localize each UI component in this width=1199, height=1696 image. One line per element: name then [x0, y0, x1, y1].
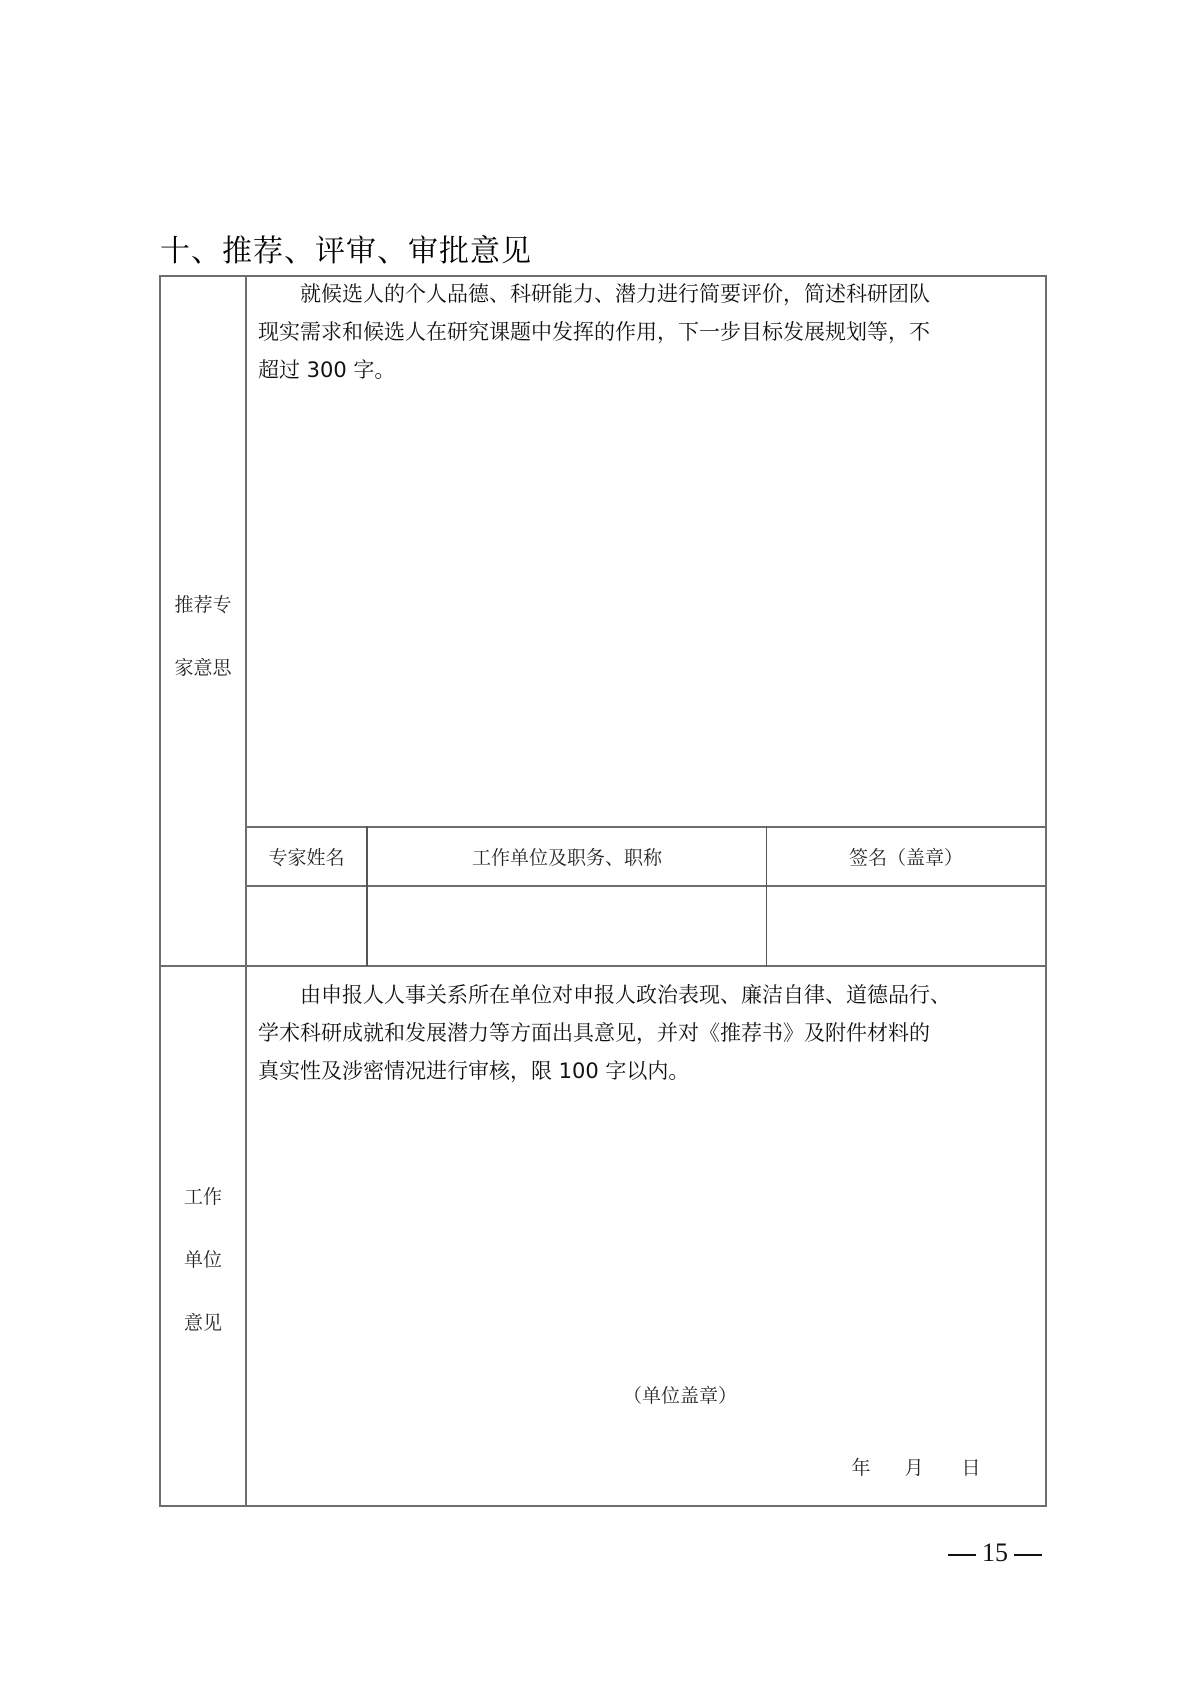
- unit-instruction-line: 学术科研成就和发展潜力等方面出具意见，并对《推荐书》及附件材料的: [258, 1021, 930, 1045]
- expert-name-cell[interactable]: [247, 887, 366, 965]
- unit-opinion-label-line3: 意见: [183, 1312, 222, 1334]
- dash-right-icon: [1014, 1554, 1042, 1556]
- expert-opinion-label-line1: 推荐专: [174, 594, 232, 616]
- unit-seal-label: （单位盖章）: [622, 1385, 737, 1407]
- expert-signature-cell[interactable]: [767, 887, 1045, 965]
- expert-opinion-input-area[interactable]: [247, 395, 1045, 825]
- date-month-label: 月: [904, 1457, 924, 1479]
- unit-instruction-line: 由申报人人事关系所在单位对申报人政治表现、廉洁自律、道德品行、: [300, 983, 951, 1007]
- unit-opinion-label-line1: 工作: [183, 1186, 222, 1208]
- expert-opinion-label-line2: 家意思: [174, 657, 232, 679]
- expert-instruction-line: 就候选人的个人品德、科研能力、潜力进行简要评价，简述科研团队: [300, 282, 930, 306]
- dash-left-icon: [948, 1554, 976, 1556]
- expert-instruction-line: 现实需求和候选人在研究课题中发挥的作用，下一步目标发展规划等，不: [258, 320, 930, 344]
- expert-instruction-line: 超过 300 字。: [258, 358, 396, 382]
- expert-signature-header: 签名（盖章）: [848, 847, 963, 869]
- unit-instruction-text: [258, 976, 1036, 1090]
- date-year-label: 年: [851, 1457, 871, 1479]
- expert-name-header: 专家姓名: [268, 847, 345, 869]
- section-title: 十、推荐、评审、审批意见: [160, 234, 532, 269]
- unit-opinion-label-line2: 单位: [183, 1249, 222, 1271]
- section-divider: [159, 965, 1047, 967]
- expert-unit-title-cell[interactable]: [368, 887, 766, 965]
- page-number-value: 15: [982, 1538, 1008, 1567]
- page-number: [940, 1538, 1050, 1568]
- expert-instruction-text: [258, 275, 1036, 389]
- date-day-label: 日: [961, 1457, 981, 1479]
- unit-instruction-line: 真实性及涉密情况进行审核，限 100 字以内。: [258, 1059, 690, 1083]
- unit-opinion-input-area[interactable]: [247, 1095, 1045, 1365]
- table-right-border: [1045, 275, 1047, 1507]
- table-bottom-border: [159, 1505, 1047, 1507]
- expert-unit-title-header: 工作单位及职务、职称: [471, 847, 662, 869]
